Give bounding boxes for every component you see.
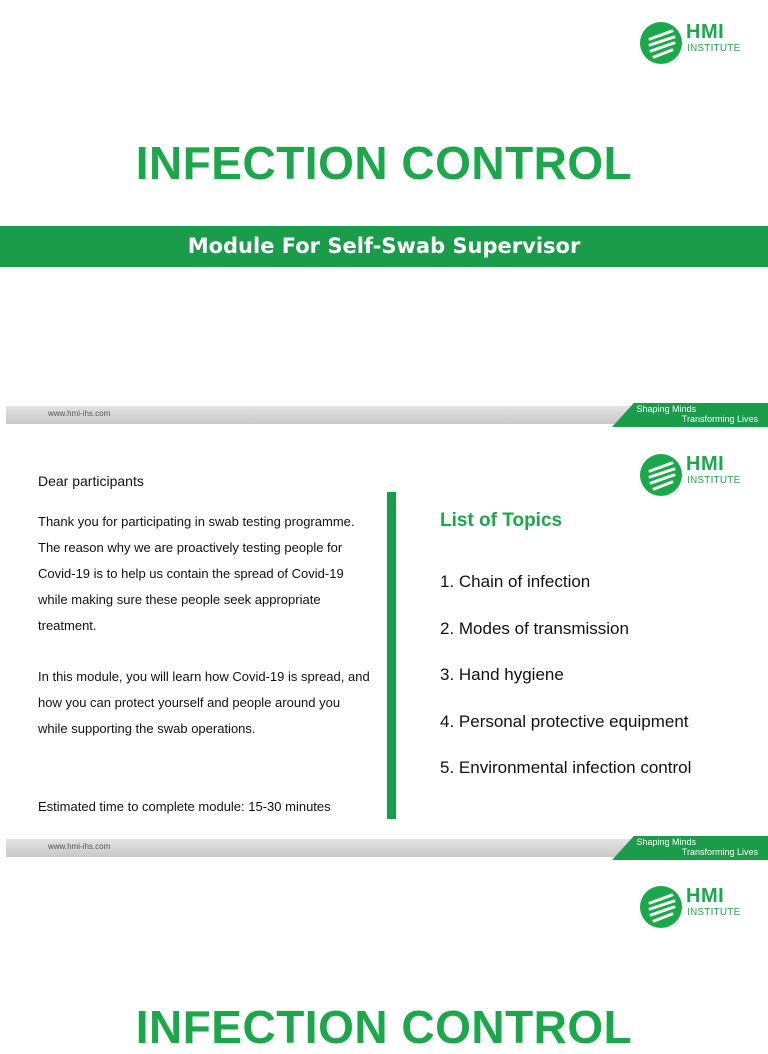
hmi-logo-icon — [638, 450, 684, 500]
list-item: 4. Personal protective equipment — [440, 711, 689, 731]
hmi-logo-icon — [638, 18, 684, 68]
footer-tagline-line2: Transforming Lives — [681, 414, 758, 424]
hmi-logo — [638, 18, 742, 68]
logo-institute-text: INSTITUTE — [687, 43, 741, 54]
logo-institute-text: INSTITUTE — [687, 475, 741, 486]
logo-hmi-text: HMI — [686, 885, 725, 907]
intro-paragraph: Thank you for participating in swab testing programme. The reason why we are proactively testing people for Covid-19 is to help us contain the spread of Covid-19 while making sure these people seek appropriate treatment. — [38, 514, 355, 633]
hmi-logo — [638, 882, 742, 932]
slide-footer — [0, 836, 768, 860]
module-paragraph: In this module, you will learn how Covid-19 is spread, and how you can protect yourself and people around you while supporting the swab operations. — [38, 669, 370, 736]
logo-institute-text: INSTITUTE — [687, 907, 741, 918]
hmi-logo-icon — [638, 882, 684, 932]
footer-website: www.hmi-ihs.com — [48, 409, 111, 418]
topics-list — [440, 572, 691, 805]
logo-hmi-text: HMI — [686, 21, 725, 43]
footer-website: www.hmi-ihs.com — [48, 842, 111, 851]
list-item: 5. Environmental infection control — [440, 758, 692, 777]
topics-heading: List of Topics — [440, 510, 563, 531]
module-subtitle-band: Module For Self-Swab Supervisor — [0, 226, 768, 267]
footer-tagline-line2: Transforming Lives — [681, 847, 758, 857]
hmi-logo — [638, 450, 742, 500]
page-title: INFECTION CONTROL — [135, 1001, 633, 1053]
footer-tagline-line1: Shaping Minds — [636, 404, 696, 414]
slide-footer — [0, 403, 768, 427]
logo-hmi-text: HMI — [686, 453, 725, 475]
footer-tagline-line1: Shaping Minds — [636, 837, 696, 847]
divider — [387, 492, 396, 819]
list-item: 3. Hand hygiene — [440, 665, 564, 684]
slide-title-repeat — [0, 864, 768, 1053]
list-item: 2. Modes of transmission — [440, 618, 629, 638]
slide-introduction — [0, 432, 768, 864]
list-item: 1. Chain of infection — [440, 572, 591, 591]
greeting: Dear participants — [38, 473, 144, 489]
estimated-time: Estimated time to complete module: 15-30 minutes — [38, 799, 331, 814]
page-title: INFECTION CONTROL — [135, 137, 633, 189]
slide-title — [0, 0, 768, 432]
